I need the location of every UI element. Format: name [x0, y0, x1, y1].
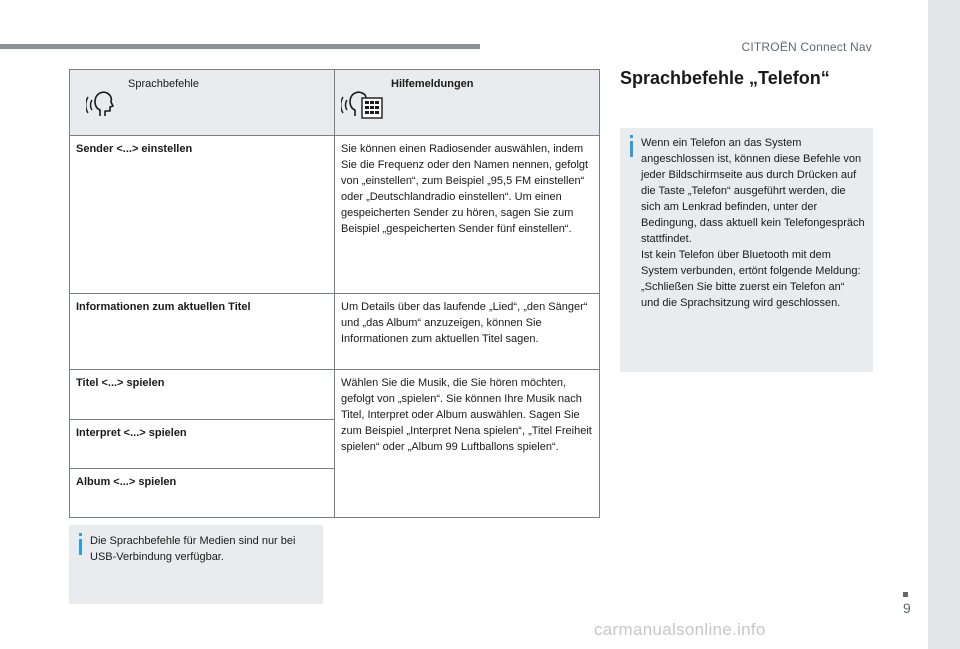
help-cell: Sie können einen Radiosender auswählen, indem Sie die Frequenz oder den Namen nennen, gefolgt von „einstellen“, zum Beispiel „95,5 FM einstellen“ oder „Deutschlandradio einstellen“. Um einen gespeicherten Sender zu hören, sagen Sie zum Beispiel „gespeicherten Sender fünf einstellen“. — [335, 136, 600, 294]
speaking-head-keypad-icon — [341, 86, 385, 120]
help-cell: Um Details über das laufende „Lied“, „den Sänger“ und „das Album“ anzuzeigen, können Sie Informationen zum aktuellen Titel sagen. — [335, 294, 600, 370]
col1-header-label: Sprachbefehle — [128, 78, 199, 90]
phone-note-box — [620, 128, 873, 372]
media-note-text: Die Sprachbefehle für Medien sind nur bei USB-Verbindung verfügbar. — [90, 535, 296, 563]
header-title: CITROËN Connect Nav — [741, 40, 872, 54]
col2-header-label: Hilfemeldungen — [391, 78, 474, 90]
voice-command-table — [69, 69, 600, 518]
command-cell: Informationen zum aktuellen Titel — [70, 294, 335, 370]
table-row — [70, 294, 600, 370]
speaking-head-icon — [86, 86, 120, 120]
media-note-box — [69, 525, 323, 604]
command-cell: Interpret <...> spielen — [70, 420, 335, 469]
page-side-strip — [928, 0, 960, 649]
table-header-commands — [70, 70, 335, 136]
info-icon — [630, 141, 633, 157]
page-number: 9 — [903, 600, 911, 616]
command-cell: Album <...> spielen — [70, 469, 335, 518]
info-icon — [79, 539, 82, 555]
watermark: carmanualsonline.info — [594, 620, 766, 639]
table-row — [70, 370, 600, 420]
phone-note-text: Wenn ein Telefon an das System angeschlossen ist, können diese Befehle von jeder Bildschirmseite aus durch Drücken auf die Taste „Telefon“ ausgeführt werden, die sich am Lenkrad befinden, unter der Bedingung, dass aktuell kein Telefongespräch stattfindet. Ist kein Telefon über Bluetooth mit dem System verbunden, ertönt folgende Meldung: „Schließen Sie bitte zuerst ein Telefon an“ und die Sprachsitzung wird geschlossen. — [641, 137, 865, 309]
section-title: Sprachbefehle „Telefon“ — [620, 68, 830, 88]
help-cell: Wählen Sie die Musik, die Sie hören möchten, gefolgt von „spielen“. Sie können Ihre Musik nach Titel, Interpret oder Album auswählen. Sagen Sie zum Beispiel „Interpret Nena spielen“, „Titel Freiheit spielen“ oder „Album 99 Luftballons spielen“. — [335, 370, 600, 518]
header-bar — [0, 44, 480, 49]
table-header-row — [70, 70, 600, 136]
page-marker — [903, 592, 908, 597]
command-cell: Titel <...> spielen — [70, 370, 335, 420]
table-row — [70, 136, 600, 294]
table-header-help — [335, 70, 600, 136]
command-cell: Sender <...> einstellen — [70, 136, 335, 294]
